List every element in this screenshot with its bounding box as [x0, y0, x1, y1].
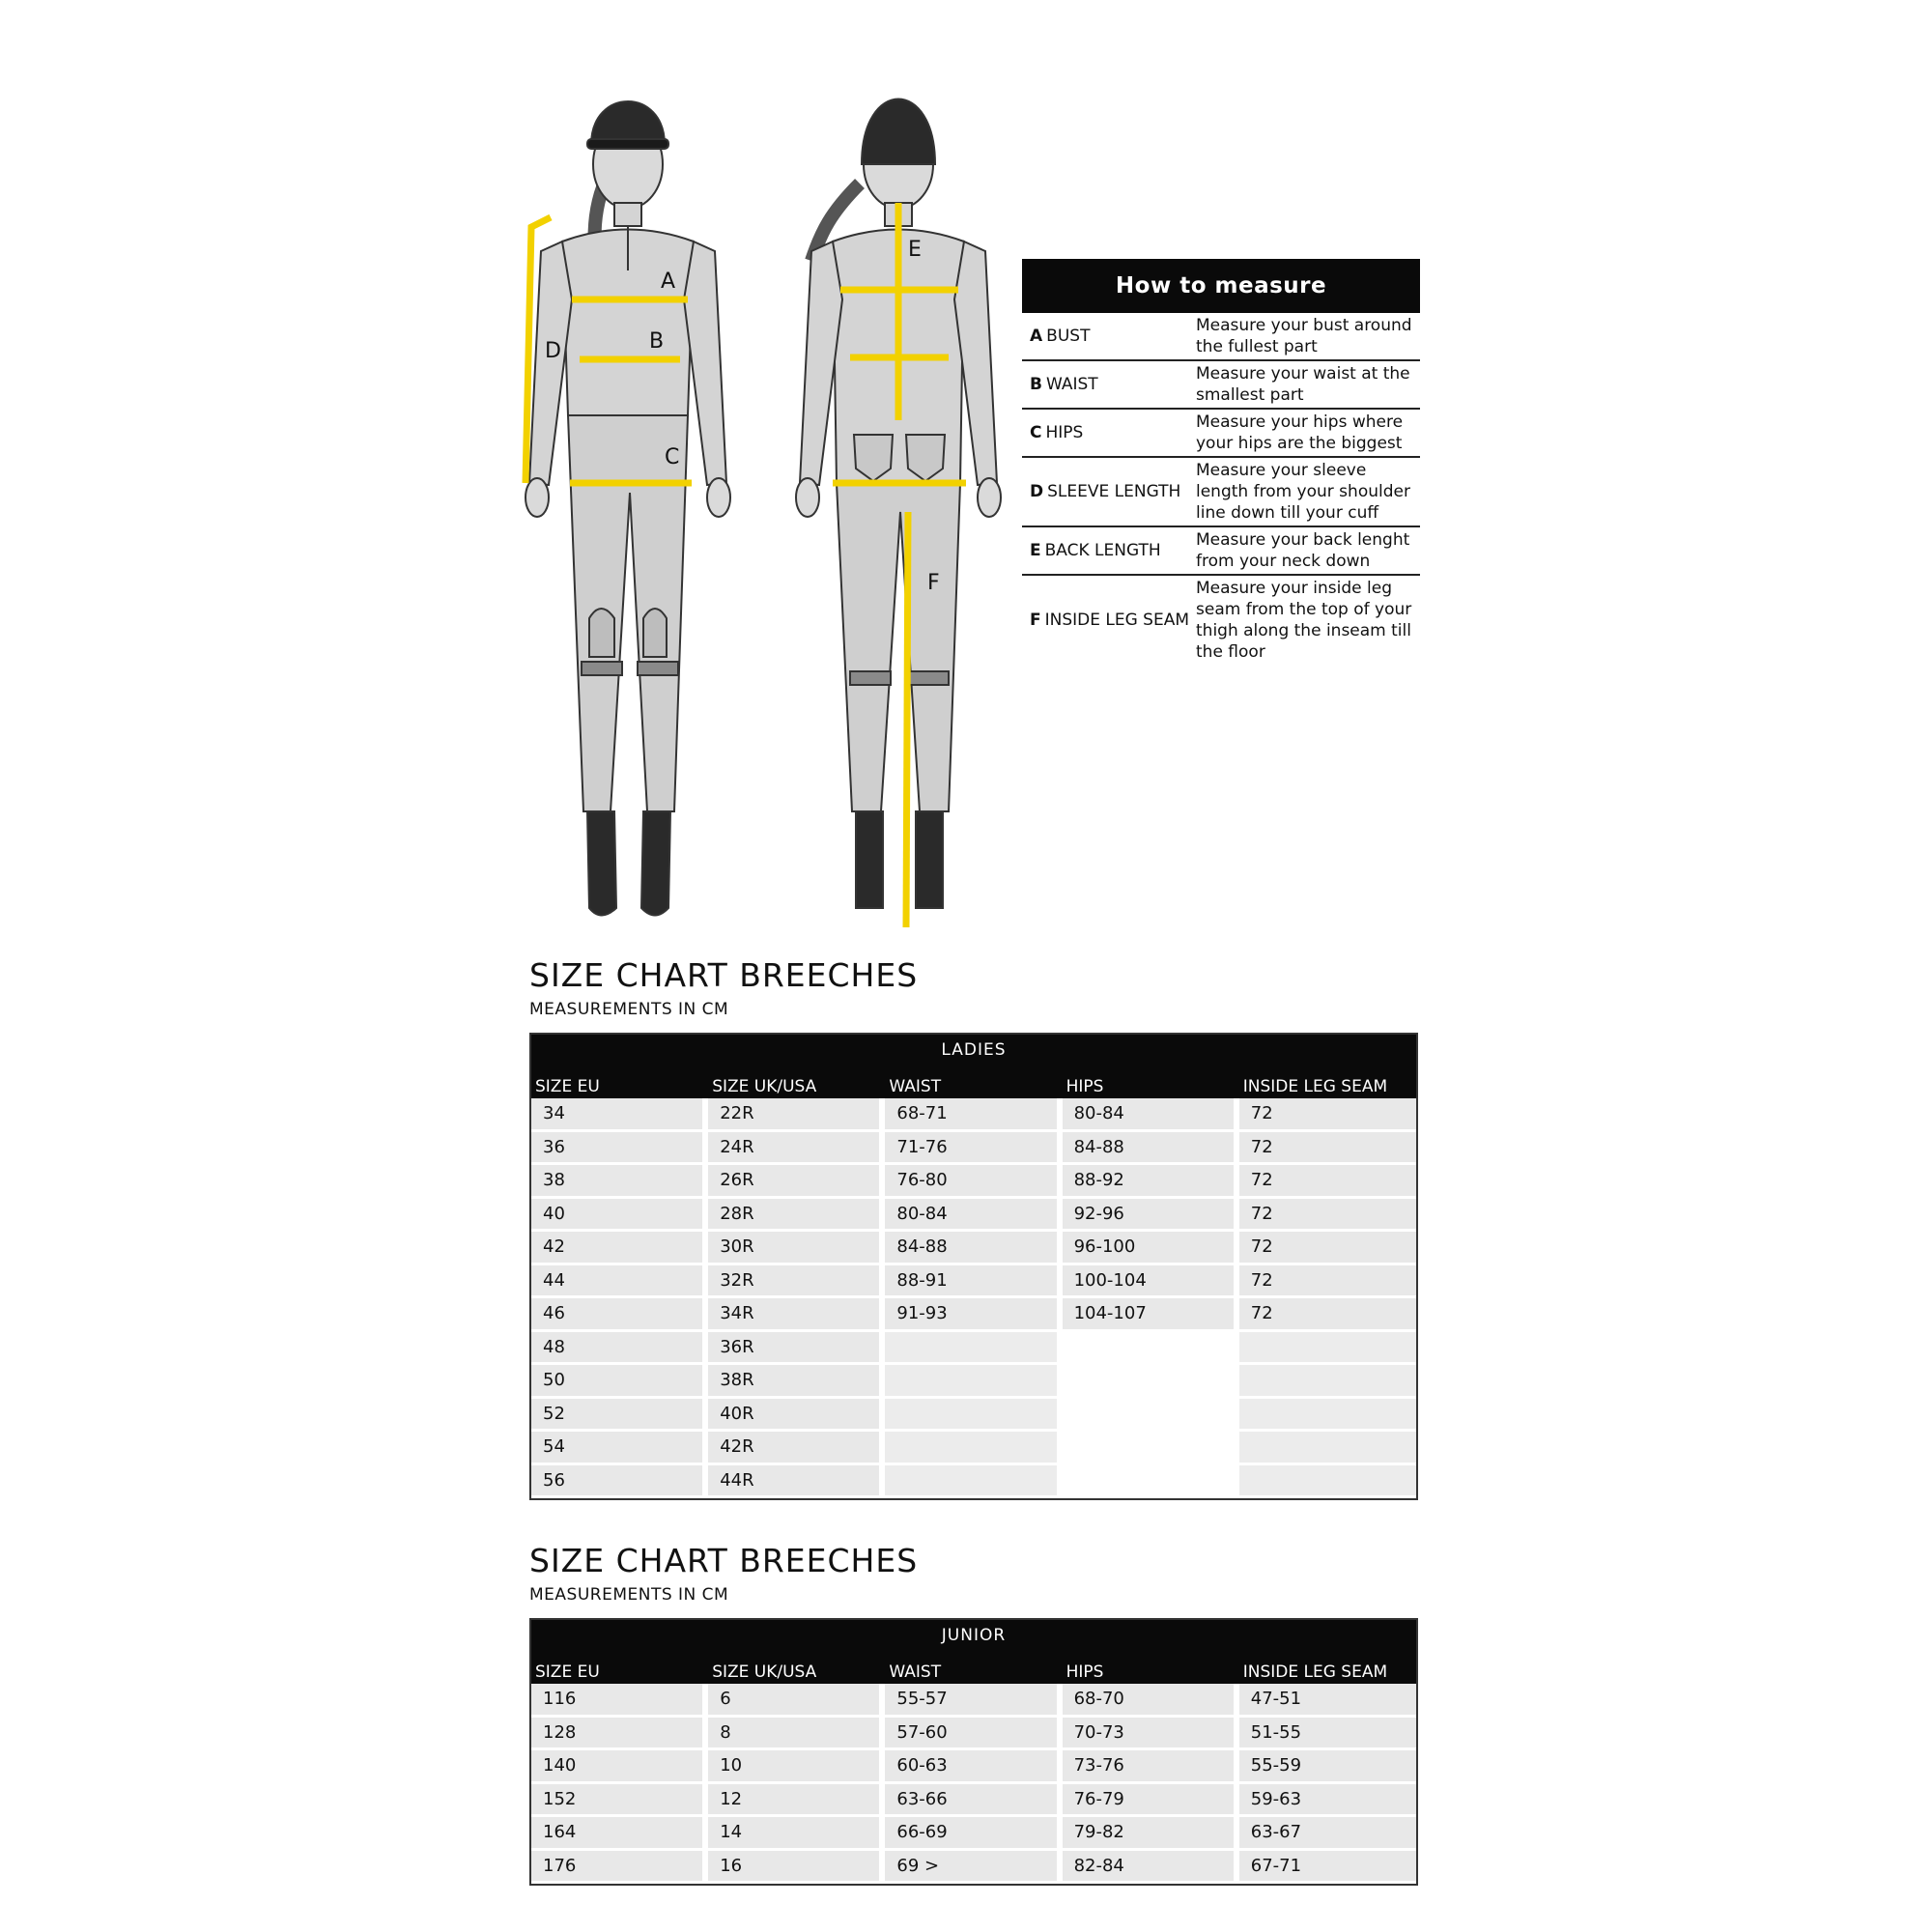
table-cell: 80-84 [885, 1199, 1062, 1233]
table-cell: 38 [531, 1165, 708, 1199]
measure-label [1022, 327, 1196, 346]
measure-letter: E [1030, 541, 1041, 560]
table-cell: 88-92 [1063, 1165, 1239, 1199]
measure-row [1022, 361, 1420, 410]
table-cell: 84-88 [1063, 1132, 1239, 1166]
measure-label [1022, 611, 1196, 630]
table-header-row [531, 1065, 1416, 1098]
table-cell: 72 [1239, 1298, 1416, 1332]
table-cell: 8 [708, 1718, 885, 1751]
table-row [531, 1684, 1416, 1718]
table-cell: 72 [1239, 1132, 1416, 1166]
table-row [531, 1265, 1416, 1299]
measure-description: Measure your bust around the fullest part [1196, 316, 1412, 356]
ladies-size-chart [529, 956, 1418, 1500]
measure-description: Measure your sleeve length from your shoulder line down till your cuff [1196, 461, 1410, 523]
table-cell: 72 [1239, 1232, 1416, 1265]
table-row [531, 1817, 1416, 1851]
table-row [531, 1332, 1416, 1366]
table-cell: 68-70 [1063, 1684, 1239, 1718]
table-cell [1239, 1365, 1416, 1399]
measure-letter: C [1030, 423, 1042, 442]
label-d: D [545, 339, 561, 363]
table-cell: 38R [708, 1365, 885, 1399]
table-row [531, 1165, 1416, 1199]
how-to-measure-title: How to measure [1022, 259, 1420, 313]
table-cell [1239, 1432, 1416, 1465]
table-cell [885, 1432, 1062, 1465]
table-cell: 54 [531, 1432, 708, 1465]
chart-subtitle: MEASUREMENTS IN CM [529, 1000, 729, 1019]
column-header: SIZE UK/USA [712, 1077, 817, 1096]
table-cell: 55-57 [885, 1684, 1062, 1718]
table-group-label: LADIES [531, 1035, 1416, 1065]
table-cell [885, 1399, 1062, 1433]
label-c: C [665, 445, 680, 469]
table-cell: 44 [531, 1265, 708, 1299]
measure-letter: B [1030, 375, 1042, 394]
table-cell: 57-60 [885, 1718, 1062, 1751]
table-row [531, 1399, 1416, 1433]
table-cell: 40 [531, 1199, 708, 1233]
measure-name: SLEEVE LENGTH [1047, 482, 1181, 501]
table-cell: 24R [708, 1132, 885, 1166]
table-row [531, 1098, 1416, 1132]
table-row [531, 1298, 1416, 1332]
table-body [531, 1684, 1416, 1884]
measure-label [1022, 541, 1196, 560]
measure-letter: F [1030, 611, 1041, 630]
table-cell: 92-96 [1063, 1199, 1239, 1233]
measure-row [1022, 458, 1420, 527]
table-cell [885, 1365, 1062, 1399]
table-cell: 63-66 [885, 1784, 1062, 1818]
measure-row [1022, 527, 1420, 576]
table-cell: 140 [531, 1750, 708, 1784]
measure-row [1022, 576, 1420, 665]
measure-letter: A [1030, 327, 1043, 346]
table-cell: 76-79 [1063, 1784, 1239, 1818]
table-cell [885, 1465, 1062, 1499]
measure-name: WAIST [1045, 375, 1098, 394]
table-body [531, 1098, 1416, 1498]
table-cell: 60-63 [885, 1750, 1062, 1784]
table-cell: 26R [708, 1165, 885, 1199]
measure-name: HIPS [1045, 423, 1084, 442]
junior-size-chart [529, 1542, 1418, 1886]
table-cell: 48 [531, 1332, 708, 1366]
table-cell: 34 [531, 1098, 708, 1132]
table-cell [1063, 1332, 1239, 1366]
chart-title: SIZE CHART BREECHES [529, 1542, 919, 1579]
table-cell: 59-63 [1239, 1784, 1416, 1818]
table-cell: 152 [531, 1784, 708, 1818]
measure-row [1022, 313, 1420, 361]
table-row [531, 1232, 1416, 1265]
table-cell: 16 [708, 1851, 885, 1885]
table-cell: 73-76 [1063, 1750, 1239, 1784]
table-cell: 72 [1239, 1098, 1416, 1132]
table-row [531, 1784, 1416, 1818]
column-header: WAIST [889, 1662, 942, 1682]
measurement-figures-illustration [502, 58, 1005, 947]
how-to-measure-list [1022, 313, 1420, 665]
table-cell [1063, 1399, 1239, 1433]
table-cell: 50 [531, 1365, 708, 1399]
table-row [531, 1199, 1416, 1233]
table-cell: 96-100 [1063, 1232, 1239, 1265]
chart-title: SIZE CHART BREECHES [529, 956, 919, 994]
table-cell: 6 [708, 1684, 885, 1718]
table-cell: 47-51 [1239, 1684, 1416, 1718]
table-cell: 63-67 [1239, 1817, 1416, 1851]
table-cell [1239, 1465, 1416, 1499]
label-e: E [908, 238, 922, 262]
table-cell: 70-73 [1063, 1718, 1239, 1751]
table-cell: 91-93 [885, 1298, 1062, 1332]
table-cell: 52 [531, 1399, 708, 1433]
table-cell: 72 [1239, 1265, 1416, 1299]
junior-size-table [529, 1618, 1418, 1886]
table-header-row [531, 1651, 1416, 1684]
table-cell: 80-84 [1063, 1098, 1239, 1132]
measure-name: INSIDE LEG SEAM [1044, 611, 1190, 630]
table-row [531, 1365, 1416, 1399]
table-cell [1063, 1365, 1239, 1399]
table-cell: 72 [1239, 1199, 1416, 1233]
table-cell [1239, 1332, 1416, 1366]
table-row [531, 1718, 1416, 1751]
column-header: INSIDE LEG SEAM [1242, 1662, 1388, 1682]
ladies-size-table [529, 1033, 1418, 1500]
table-cell: 128 [531, 1718, 708, 1751]
label-a: A [661, 270, 676, 294]
table-cell: 12 [708, 1784, 885, 1818]
label-f: F [927, 571, 940, 595]
table-row [531, 1132, 1416, 1166]
chart-subtitle: MEASUREMENTS IN CM [529, 1585, 729, 1605]
measure-label [1022, 482, 1196, 501]
table-cell: 46 [531, 1298, 708, 1332]
table-cell: 42 [531, 1232, 708, 1265]
table-cell [1063, 1465, 1239, 1499]
table-cell: 164 [531, 1817, 708, 1851]
table-cell: 79-82 [1063, 1817, 1239, 1851]
table-cell: 55-59 [1239, 1750, 1416, 1784]
table-cell: 14 [708, 1817, 885, 1851]
measure-description: Measure your hips where your hips are the biggest [1196, 412, 1404, 453]
column-header: INSIDE LEG SEAM [1242, 1077, 1388, 1096]
column-header: HIPS [1065, 1077, 1104, 1096]
front-figure [526, 101, 730, 916]
table-cell: 28R [708, 1199, 885, 1233]
table-cell: 66-69 [885, 1817, 1062, 1851]
table-cell: 40R [708, 1399, 885, 1433]
table-cell: 69 > [885, 1851, 1062, 1885]
table-cell: 104-107 [1063, 1298, 1239, 1332]
measure-description: Measure your waist at the smallest part [1196, 364, 1410, 405]
table-cell: 84-88 [885, 1232, 1062, 1265]
table-row [531, 1432, 1416, 1465]
table-cell: 51-55 [1239, 1718, 1416, 1751]
table-cell: 88-91 [885, 1265, 1062, 1299]
table-row [531, 1851, 1416, 1885]
table-cell: 76-80 [885, 1165, 1062, 1199]
measure-name: BACK LENGTH [1044, 541, 1161, 560]
table-cell [885, 1332, 1062, 1366]
table-cell: 176 [531, 1851, 708, 1885]
column-header: SIZE EU [535, 1662, 600, 1682]
table-cell: 42R [708, 1432, 885, 1465]
table-cell [1063, 1432, 1239, 1465]
measure-label [1022, 423, 1196, 442]
label-b: B [649, 329, 665, 354]
measure-letter: D [1030, 482, 1044, 501]
table-cell: 56 [531, 1465, 708, 1499]
table-cell: 10 [708, 1750, 885, 1784]
table-cell: 22R [708, 1098, 885, 1132]
table-cell: 71-76 [885, 1132, 1062, 1166]
table-group-label: JUNIOR [531, 1620, 1416, 1651]
measure-label [1022, 375, 1196, 394]
table-cell: 72 [1239, 1165, 1416, 1199]
table-cell: 32R [708, 1265, 885, 1299]
column-header: WAIST [889, 1077, 942, 1096]
measure-description: Measure your back lenght from your neck down [1196, 530, 1410, 571]
table-cell: 116 [531, 1684, 708, 1718]
how-to-measure-panel [1022, 259, 1420, 665]
measure-row [1022, 410, 1420, 458]
table-row [531, 1750, 1416, 1784]
table-cell: 82-84 [1063, 1851, 1239, 1885]
table-row [531, 1465, 1416, 1499]
column-header: SIZE EU [535, 1077, 600, 1096]
table-cell: 34R [708, 1298, 885, 1332]
measure-description: Measure your inside leg seam from the top of your thigh along the inseam till the floor [1196, 579, 1412, 662]
table-cell: 30R [708, 1232, 885, 1265]
table-cell: 100-104 [1063, 1265, 1239, 1299]
measure-name: BUST [1046, 327, 1091, 346]
column-header: HIPS [1065, 1662, 1104, 1682]
table-cell: 36 [531, 1132, 708, 1166]
table-cell: 36R [708, 1332, 885, 1366]
table-cell: 44R [708, 1465, 885, 1499]
table-cell: 67-71 [1239, 1851, 1416, 1885]
column-header: SIZE UK/USA [712, 1662, 817, 1682]
table-cell [1239, 1399, 1416, 1433]
table-cell: 68-71 [885, 1098, 1062, 1132]
